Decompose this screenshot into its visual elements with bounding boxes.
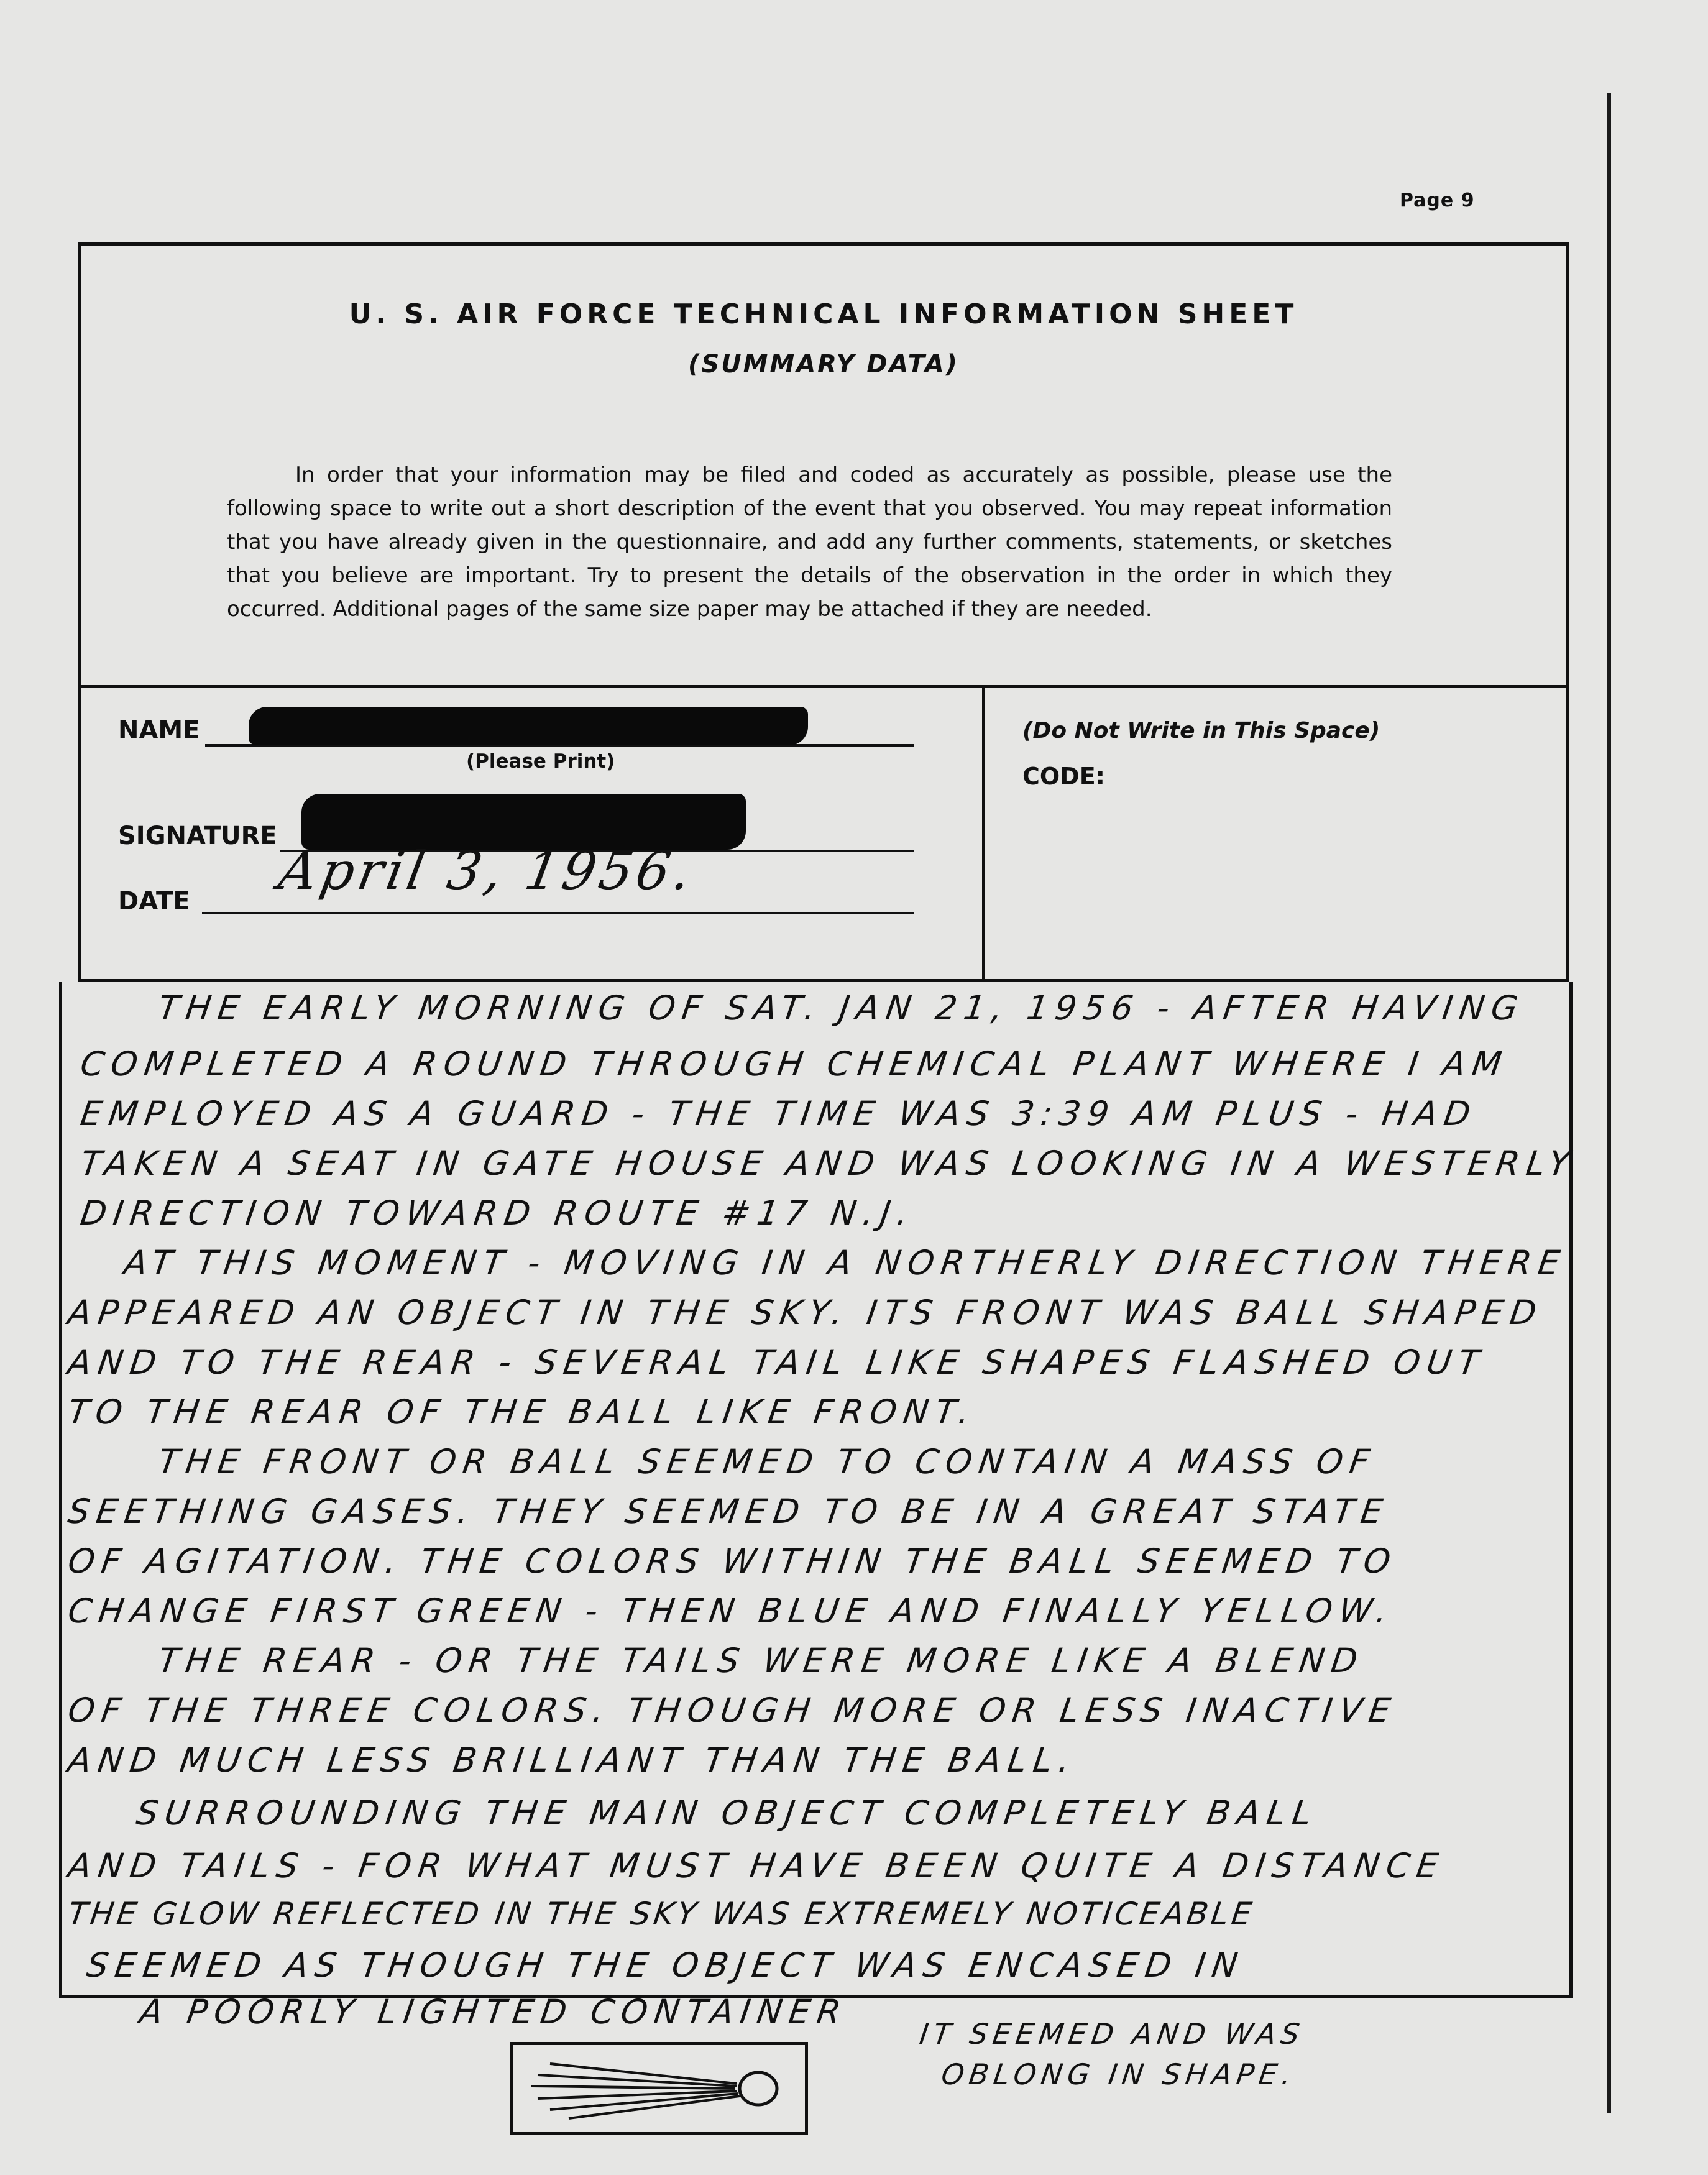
narrative-line: SEEMED AS THOUGH THE OBJECT WAS ENCASED IN (84, 1946, 1247, 1985)
date-value: April 3, 1956. (274, 840, 699, 901)
narrative-line: A POORLY LIGHTED CONTAINER (137, 1992, 850, 2031)
narrative-line: COMPLETED A ROUND THROUGH CHEMICAL PLANT WHERE I AM (78, 1044, 1511, 1083)
narrative-line: DIRECTION TOWARD ROUTE #17 N.J. (78, 1193, 918, 1233)
narrative-line: AND MUCH LESS BRILLIANT THAN THE BALL. (65, 1740, 1080, 1780)
name-label: NAME (118, 716, 200, 745)
page-edge-line (1607, 93, 1611, 2113)
narrative-line: THE REAR - OR THE TAILS WERE MORE LIKE A BLEND (155, 1641, 1367, 1680)
narrative-line: THE FRONT OR BALL SEEMED TO CONTAIN A MASS OF (155, 1442, 1379, 1481)
page-number: Page 9 (1400, 190, 1475, 211)
narrative-line: APPEARED AN OBJECT IN THE SKY. ITS FRONT WAS BALL SHAPED (65, 1293, 1546, 1332)
print-note: (Please Print) (466, 750, 615, 773)
form-subtitle: (SUMMARY DATA) (688, 350, 959, 379)
narrative-line: AT THIS MOMENT - MOVING IN A NORTHERLY DIRECTION THERE (121, 1243, 1569, 1282)
date-line (202, 912, 914, 914)
signature-label: SIGNATURE (118, 822, 277, 850)
narrative-line: CHANGE FIRST GREEN - THEN BLUE AND FINALLY YELLOW. (65, 1591, 1397, 1630)
form-header (81, 246, 1566, 688)
form-instructions (227, 458, 1392, 626)
date-label: DATE (118, 887, 190, 916)
narrative-line: THE GLOW REFLECTED IN THE SKY WAS EXTREMELY NOTICEABLE (65, 1896, 1257, 1932)
narrative-line: OF THE THREE COLORS. THOUGH MORE OR LESS INACTIVE (65, 1691, 1400, 1730)
narrative-line: OBLONG IN SHAPE. (939, 2058, 1298, 2091)
information-sheet-form (78, 242, 1569, 982)
narrative-line: TO THE REAR OF THE BALL LIKE FRONT. (65, 1392, 980, 1432)
narrative-line: AND TAILS - FOR WHAT MUST HAVE BEEN QUITE A DISTANCE (65, 1846, 1448, 1885)
narrative-line: OF AGITATION. THE COLORS WITHIN THE BALL SEEMED TO (65, 1542, 1400, 1581)
narrative-line: AND TO THE REAR - SEVERAL TAIL LIKE SHAPES FLASHED OUT (65, 1343, 1489, 1382)
narrative-line: SURROUNDING THE MAIN OBJECT COMPLETELY BALL (134, 1793, 1321, 1832)
narrative-line: THE EARLY MORNING OF SAT. JAN 21, 1956 - AFTER HAVING (155, 988, 1527, 1028)
name-redaction (249, 707, 808, 745)
office-use-block (985, 688, 1566, 982)
object-sketch-drawing (513, 2045, 805, 2132)
narrative-line: SEETHING GASES. THEY SEEMED TO BE IN A GREAT STATE (65, 1492, 1392, 1531)
narrative-line: EMPLOYED AS A GUARD - THE TIME WAS 3:39 AM PLUS - HAD (78, 1094, 1480, 1133)
narrative-line: TAKEN A SEAT IN GATE HOUSE AND WAS LOOKING IN A WESTERLY (78, 1144, 1579, 1183)
identity-fields (81, 688, 982, 982)
form-title: U. S. AIR FORCE TECHNICAL INFORMATION SHEET (349, 298, 1298, 330)
instructions-text: In order that your information may be filed and coded as accurately as possible, please use the following space to write out a short description of the event that you observed. You may repeat information that you have already given in the questionnaire, and add any further comments, statements, or sketches that you believe are important. Try to present the details of the observation in the order in which they occurred. Additional pages of the same size paper may be attached if they are needed. (227, 462, 1392, 622)
narrative-line: IT SEEMED AND WAS (917, 2017, 1306, 2051)
code-label: CODE: (1022, 763, 1105, 790)
object-sketch (510, 2042, 808, 2135)
office-use-note: (Do Not Write in This Space) (1022, 718, 1380, 743)
